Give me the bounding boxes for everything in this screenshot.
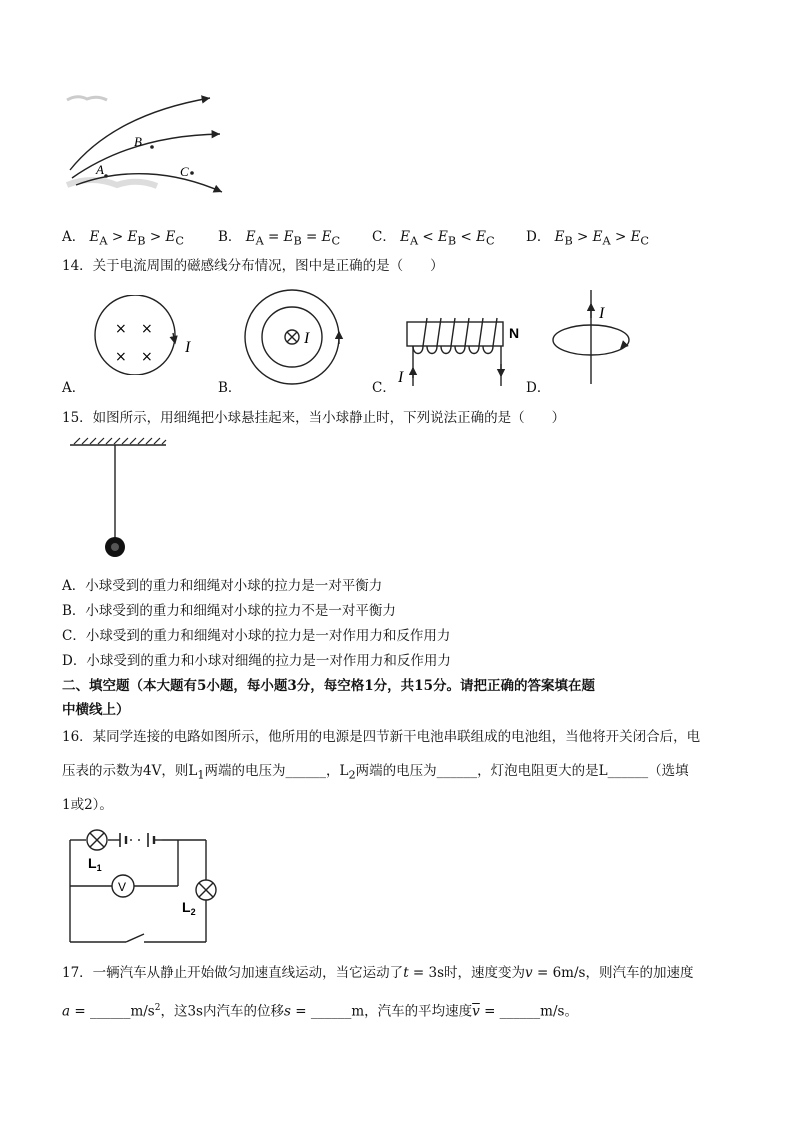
point-c-label: C xyxy=(180,164,189,179)
q14-figure-a xyxy=(85,295,215,375)
svg-text:×: × xyxy=(115,349,127,365)
option-expression: $E_B > E_A > E_C$ xyxy=(554,229,650,248)
voltmeter-label: V xyxy=(118,880,127,894)
l2-label: $L_2$ xyxy=(182,899,196,917)
option-expression: $E_A = E_B = E_C$ xyxy=(245,229,341,248)
q14-stem: 14．关于电流周围的磁感线分布情况，图中是正确的是（ ） xyxy=(62,258,444,274)
current-label: I xyxy=(599,305,605,322)
q17-line2: $a = \_\_\_\_\_\_m/s^2$，这3s内汽车的位移s = ______m，汽车的平均速度$\overline{v}$ = ______m/s。 xyxy=(62,1003,578,1020)
section-2-heading-line1: 二、填空题（本大题有5小题，每小题3分，每空格1分，共15分。请把正确的答案填在题 xyxy=(62,678,595,694)
svg-text:×: × xyxy=(141,321,153,337)
point-a-label: A xyxy=(96,162,104,177)
q14-figure-d xyxy=(545,288,645,386)
q13-option-c xyxy=(372,225,495,248)
q13-option-a xyxy=(62,225,184,248)
field-lines-figure xyxy=(62,90,232,200)
q17-line1: 17．一辆汽车从静止开始做匀加速直线运动，当它运动了t = 3s时，速度变为v = 6m/s，则汽车的加速度 xyxy=(62,965,694,981)
pendulum-figure xyxy=(70,436,170,566)
section-2-heading-line2: 中横线上） xyxy=(62,702,130,718)
q15-option-d: D．小球受到的重力和小球对细绳的拉力是一对作用力和反作用力 xyxy=(62,653,451,669)
option-letter: C． xyxy=(372,229,396,245)
q15-option-a: A．小球受到的重力和细绳对小球的拉力是一对平衡力 xyxy=(62,578,383,594)
q15-option-b: B．小球受到的重力和细绳对小球的拉力不是一对平衡力 xyxy=(62,603,396,619)
q13-option-b xyxy=(218,225,340,248)
option-letter: B． xyxy=(218,229,242,245)
q14-figure-c xyxy=(395,308,525,388)
current-label: I xyxy=(398,369,404,386)
svg-text:×: × xyxy=(115,321,127,337)
option-letter: D． xyxy=(526,229,551,245)
q16-line2: 压表的示数为4V，则$L_1$两端的电压为______，$L_2$两端的电压为______，灯泡电阻更大的是L______（选填 xyxy=(62,763,689,782)
q15-stem: 15．如图所示，用细绳把小球悬挂起来，当小球静止时，下列说法正确的是（ ） xyxy=(62,410,566,426)
svg-text:×: × xyxy=(141,349,153,365)
q14-option-d: D． xyxy=(526,380,551,396)
q14-figure-b xyxy=(240,288,350,386)
q13-option-d xyxy=(526,225,649,248)
l1-label: $L_1$ xyxy=(88,855,102,873)
point-b-label: B xyxy=(134,134,142,149)
field-line-middle xyxy=(72,134,220,178)
option-letter: A． xyxy=(62,229,86,245)
option-expression: $E_A > E_B > E_C$ xyxy=(89,229,184,248)
q16-line3: 1或2）。 xyxy=(62,797,113,813)
q14-option-a: A． xyxy=(62,380,86,396)
q16-line1: 16．某同学连接的电路如图所示，他所用的电源是四节新干电池串联组成的电池组，当他将开关闭合后，电 xyxy=(62,729,701,745)
current-label: I xyxy=(304,330,310,347)
q15-option-c: C．小球受到的重力和细绳对小球的拉力是一对作用力和反作用力 xyxy=(62,628,451,644)
option-expression: $E_A < E_B < E_C$ xyxy=(400,229,495,248)
north-label: N xyxy=(509,325,520,341)
q14-option-c: C． xyxy=(372,380,396,396)
circuit-figure xyxy=(64,826,224,948)
q14-option-b: B． xyxy=(218,380,242,396)
current-label: I xyxy=(185,339,191,356)
